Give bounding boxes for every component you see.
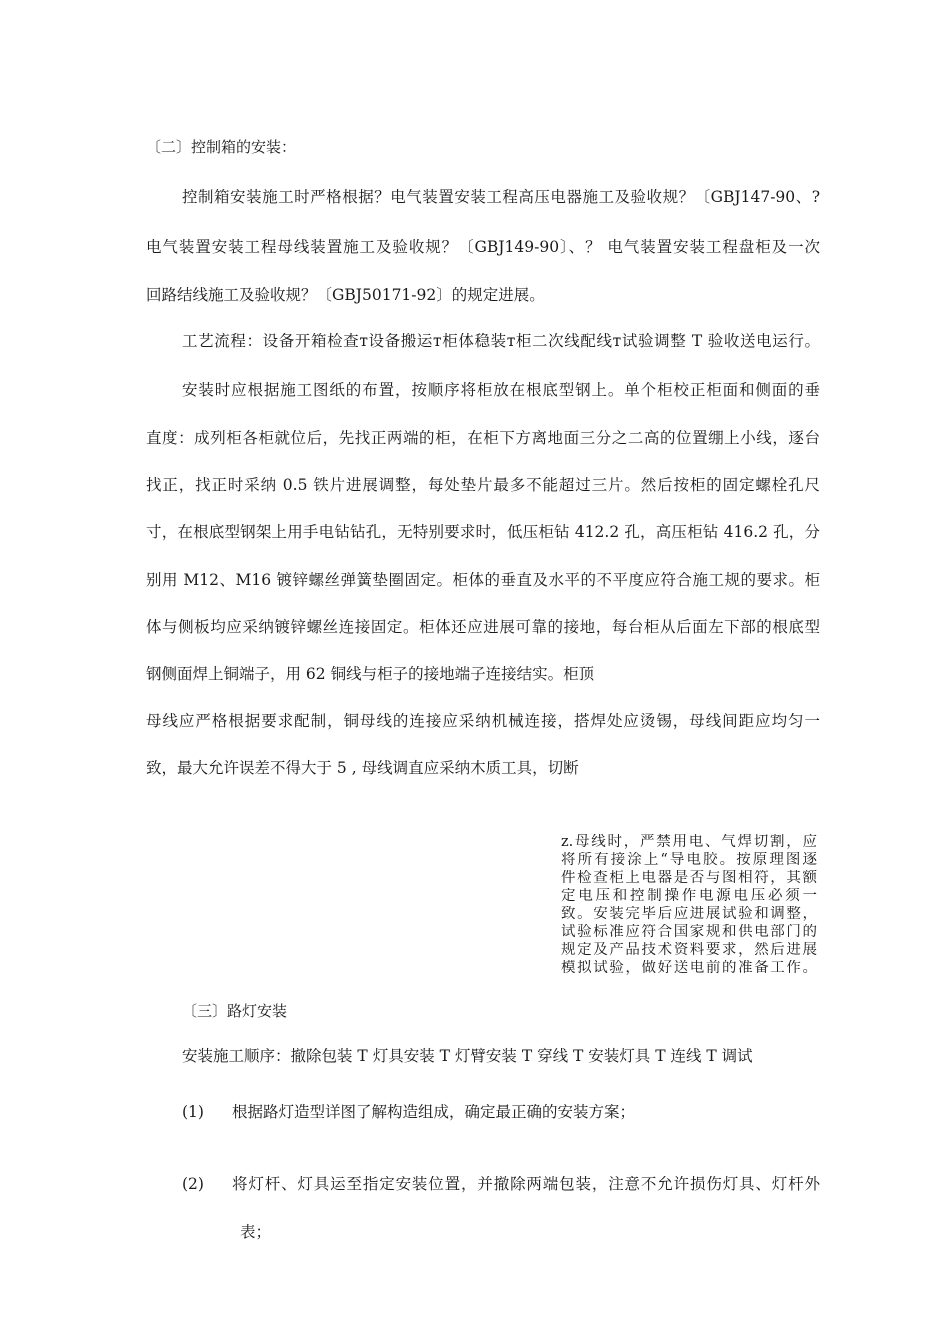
para2-line-4: 寸，在根底型钢架上用手电钻钻孔，无特别要求时，低压柜钻 412.2 孔，高压柜钻 416.2 孔，分 [146, 523, 820, 541]
box-line-8: 模拟试验，做好送电前的准备工作。 [561, 960, 817, 976]
para2-line-1: 安装时应根据施工图纸的布置，按顺序将柜放在根底型钢上。单个柜校正柜面和侧面的垂 [182, 381, 820, 399]
box-line-4: 定电压和控制操作电源电压必须一 [561, 888, 817, 904]
para2-line-8: 母线应严格根据要求配制，铜母线的连接应采纳机械连接，搭焊处应烫锡，母线间距应均匀一 [146, 712, 820, 730]
para2-line-5: 别用 M12、M16 镀锌螺丝弹簧垫圈固定。柜体的垂直及水平的不平度应符合施工规的要求。柜 [146, 571, 820, 589]
para2-line-6: 体与侧板均应采纳镀锌螺丝连接固定。柜体还应进展可靠的接地，每台柜从后面左下部的根底型 [146, 618, 820, 636]
box-line-5: 致。安装完毕后应进展试验和调整， [561, 906, 817, 922]
para1-line-3: 回路结线施工及验收规？〔GBJ50171-92〕的规定进展。 [146, 286, 545, 304]
install-sequence: 安装施工顺序：撤除包装 T 灯具安装 T 灯臂安装 T 穿线 T 安装灯具 T 连线 T 调试 [182, 1047, 753, 1065]
section-heading-street-light: 〔三〕路灯安装 [182, 1002, 288, 1020]
item-2-number: (2) [182, 1175, 204, 1193]
box-line-1: z.母线时，严禁用电、气焊切割，应 [561, 834, 817, 850]
para2-line-7: 钢侧面焊上铜端子，用 62 铜线与柜子的接地端子连接结实。柜顶 [146, 665, 595, 683]
para1-line-2: 电气装置安装工程母线装置施工及验收规？〔GBJ149-90〕、？ 电气装置安装工程盘柜及一次 [146, 238, 820, 256]
box-line-6: 试验标准应符合国家规和供电部门的 [561, 924, 817, 940]
item-1-number: (1) [182, 1103, 204, 1121]
item-2-text-line-2: 表； [240, 1223, 272, 1241]
box-line-2: 将所有接涂上“导电胶。按原理图逐 [561, 852, 817, 868]
para2-line-2: 直度：成列柜各柜就位后，先找正两端的柜，在柜下方离地面三分之二高的位置绷上小线，逐台 [146, 429, 820, 447]
box-line-7: 规定及产品技术资料要求，然后进展 [561, 942, 817, 958]
section-heading-control-box: 〔二〕控制箱的安装： [146, 138, 297, 156]
para2-line-9: 致，最大允许误差不得大于 5 , 母线调直应采纳木质工具，切断 [146, 759, 579, 777]
para1-line-1: 控制箱安装施工时严格根据？电气装置安装工程高压电器施工及验收规？〔GBJ147-90、? [182, 188, 820, 206]
item-2-text-line-1: 将灯杆、灯具运至指定安装位置，并撤除两端包装，注意不允许损伤灯具、灯杆外 [232, 1175, 820, 1193]
process-flow: 工艺流程：设备开箱检查ᴛ设备搬运ᴛ柜体稳装ᴛ柜二次线配线ᴛ试验调整 T 验收送电运行。 [182, 332, 820, 350]
box-line-3: 件检查柜上电器是否与图相符，其额 [561, 870, 817, 886]
item-1-text: 根据路灯造型详图了解构造组成，确定最正确的安装方案； [232, 1103, 636, 1121]
para2-line-3: 找正，找正时采纳 0.5 铁片进展调整，每处垫片最多不能超过三片。然后按柜的固定螺栓孔尺 [146, 476, 820, 494]
